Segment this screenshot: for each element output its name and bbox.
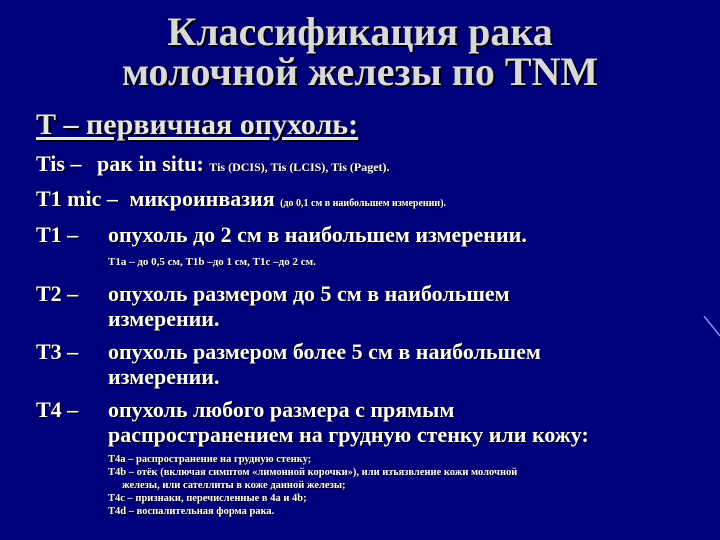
item-t4-line1: опухоль любого размера с прямым — [108, 397, 455, 422]
section-heading: Т – первичная опухоль: — [36, 108, 359, 141]
item-t4b-note-2: железы, или сателлиты в коже данной железы; — [122, 480, 346, 491]
item-t1mic-main: микроинвазия — [129, 186, 281, 211]
item-t2-line2: измерении. — [108, 306, 220, 331]
item-t1-note: Т1а – до 0,5 см, Т1b –до 1 см, Т1с –до 2 см. — [108, 256, 316, 268]
item-t2-label: Т2 – — [36, 281, 79, 306]
title-line-1: Классификация рака — [167, 9, 553, 54]
item-t4-line2: распространением на грудную стенку или кожу: — [108, 422, 589, 447]
item-t4-label: Т4 – — [36, 397, 79, 422]
item-t4d-note: Т4d – воспалительная форма рака. — [108, 506, 275, 517]
item-tis-main: рак in situ: — [96, 151, 210, 176]
item-t1-main: опухоль до 2 см в наибольшем измерении. — [108, 222, 527, 247]
item-t3-label: Т3 – — [36, 339, 79, 364]
item-t4a-note: Т4а – распространение на грудную стенку; — [108, 454, 312, 465]
item-tis-detail: Tis (DCIS), Tis (LCIS), Tis (Paget). — [209, 160, 390, 174]
item-t4c-note: Т4с – признаки, перечисленные в 4а и 4b; — [108, 493, 307, 504]
item-t1mic-detail: (до 0,1 см в наибольшем измерении). — [280, 198, 447, 209]
item-t2-line1: опухоль размером до 5 см в наибольшем — [108, 281, 510, 306]
item-t3-line2: измерении. — [108, 364, 220, 389]
item-tis — [36, 150, 390, 181]
item-t3-line1: опухоль размером более 5 см в наибольшем — [108, 339, 541, 364]
title-line-2: молочной железы по TNM — [121, 49, 599, 94]
item-t1mic-label: T1 mic – — [36, 186, 118, 211]
item-t1-label: Т1 – — [36, 222, 79, 247]
item-t4b-note-1: Т4b – отёк (включая симптом «лимонной корочки»), или изъязвление кожи молочной — [108, 467, 518, 478]
corner-line-decoration — [702, 316, 720, 338]
item-t1 — [36, 221, 78, 248]
item-t1mic — [36, 185, 446, 217]
slide-title — [0, 9, 720, 94]
item-tis-label: Tis – — [36, 151, 82, 176]
